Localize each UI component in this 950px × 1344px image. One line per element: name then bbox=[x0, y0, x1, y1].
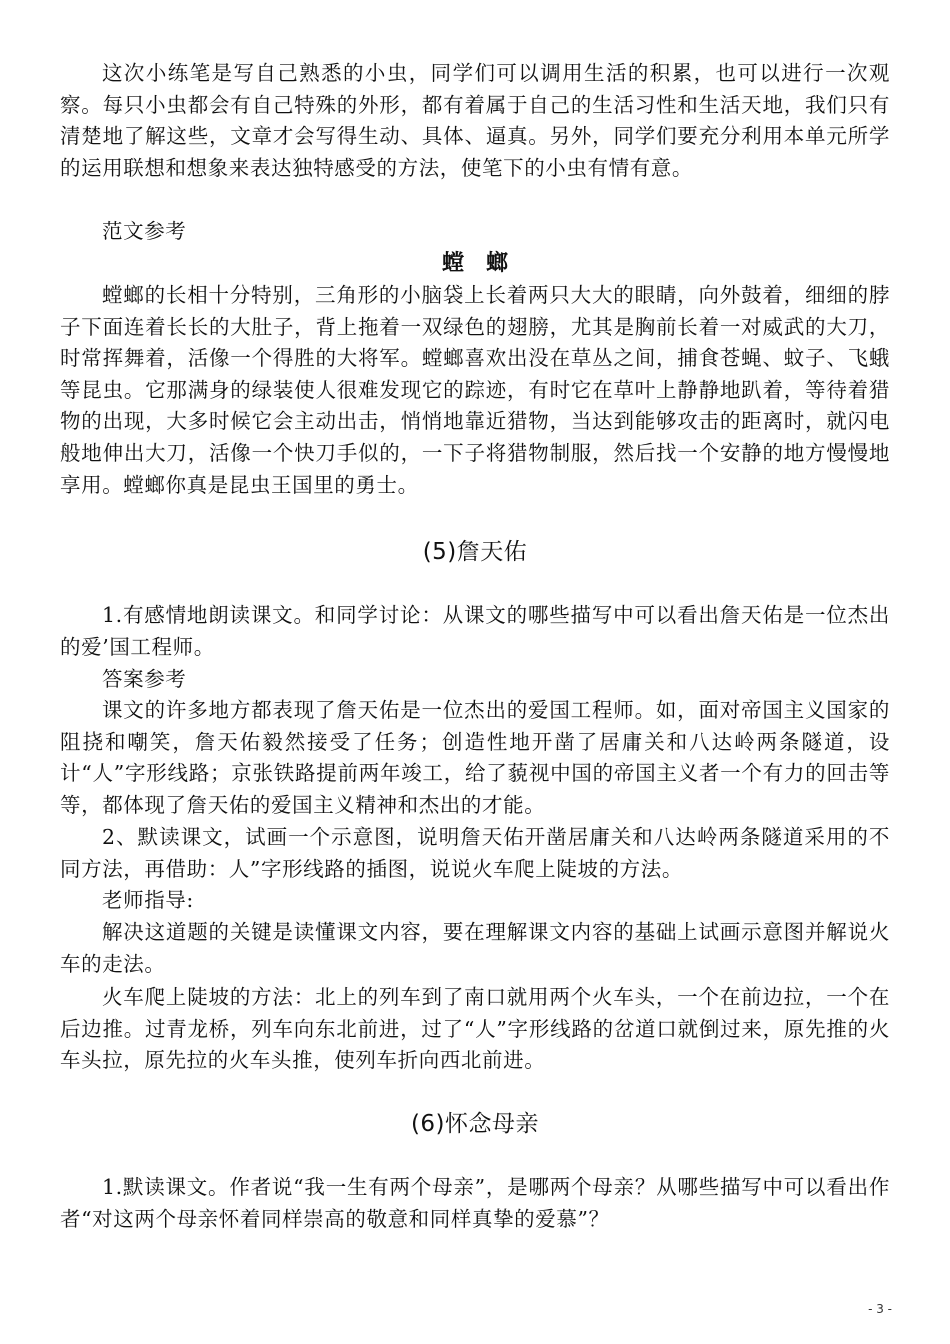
section5-title: (5)詹天佑 bbox=[422, 539, 528, 565]
answer-label: 答案参考 bbox=[102, 667, 187, 691]
section5-guide1: 解决这道题的关键是读懂课文内容，要在理解课文内容的基础上试画示意图并解说火车的走法。 bbox=[60, 920, 890, 976]
sample-title: 螳螂 bbox=[441, 251, 530, 276]
section5-guide2: 火车爬上陡坡的方法：北上的列车到了南口就用两个火车头，一个在前边拉，一个在后边推。过青龙桥，列车向东北前进，过了“人”字形线路的岔道口就倒过来，原先推的火车头拉，原先拉的火车头推，使列车折向西北前进。 bbox=[60, 985, 890, 1073]
section6-question1: 1.默读课文。作者说“我一生有两个母亲”，是哪两个母亲？从哪些描写中可以看出作者“对这两个母亲怀着同样崇高的敬意和同样真挚的爱慕”？ bbox=[60, 1175, 890, 1231]
teacher-label: 老师指导: bbox=[102, 888, 194, 912]
section5-question1: 1.有感情地朗读课文。和同学讨论：从课文的哪些描写中可以看出詹天佑是一位杰出的爱’国工程师。 bbox=[60, 603, 890, 659]
page-number: - 3 - bbox=[868, 1302, 892, 1316]
section5-answer1: 课文的许多地方都表现了詹天佑是一位杰出的爱国工程师。如，面对帝国主义国家的阻挠和嘲笑，詹天佑毅然接受了任务；创造性地开凿了居庸关和八达岭两条隧道，设计“人”字形线路；京张铁路提前两年竣工，给了藐视中国的帝国主义者一个有力的回击等等，都体现了詹天佑的爱国主义精神和杰出的才能。 bbox=[60, 698, 890, 817]
sample-text: 螳螂的长相十分特别，三角形的小脑袋上长着两只大大的眼睛，向外鼓着，细细的脖子下面连着长长的大肚子，背上拖着一双绿色的翅膀，尤其是胸前长着一对威武的大刀，时常挥舞着，活像一个得胜的大将军。螳螂喜欢出没在草丛之间，捕食苍蝇、蚊子、飞蛾等昆虫。它那满身的绿装使人很难发现它的踪迹，有时它在草叶上静静地趴着，等待着猎物的出现，大多时候它会主动出击，悄悄地靠近猎物，当达到能够攻击的距离时，就闪电般地伸出大刀，活像一个快刀手似的，一下子将猎物制服，然后找一个安静的地方慢慢地享用。螳螂你真是昆虫王国里的勇士。 bbox=[60, 283, 890, 497]
intro-paragraph: 这次小练笔是写自己熟悉的小虫，同学们可以调用生活的积累，也可以进行一次观察。每只小虫都会有自己特殊的外形，都有着属于自己的生活习性和生活天地，我们只有清楚地了解这些，文章才会写得生动、具体、逼真。另外，同学们要充分利用本单元所学的运用联想和想象来表达独特感受的方法，使笔下的小虫有情有意。 bbox=[60, 61, 890, 180]
section6-title: (6)怀念母亲 bbox=[410, 1111, 540, 1137]
section5-question2: 2、默读课文，试画一个示意图，说明詹天佑开凿居庸关和八达岭两条隧道采用的不同方法，再借助：人”字形线路的插图，说说火车爬上陡坡的方法。 bbox=[60, 825, 890, 881]
sample-label: 范文参考 bbox=[102, 219, 187, 243]
